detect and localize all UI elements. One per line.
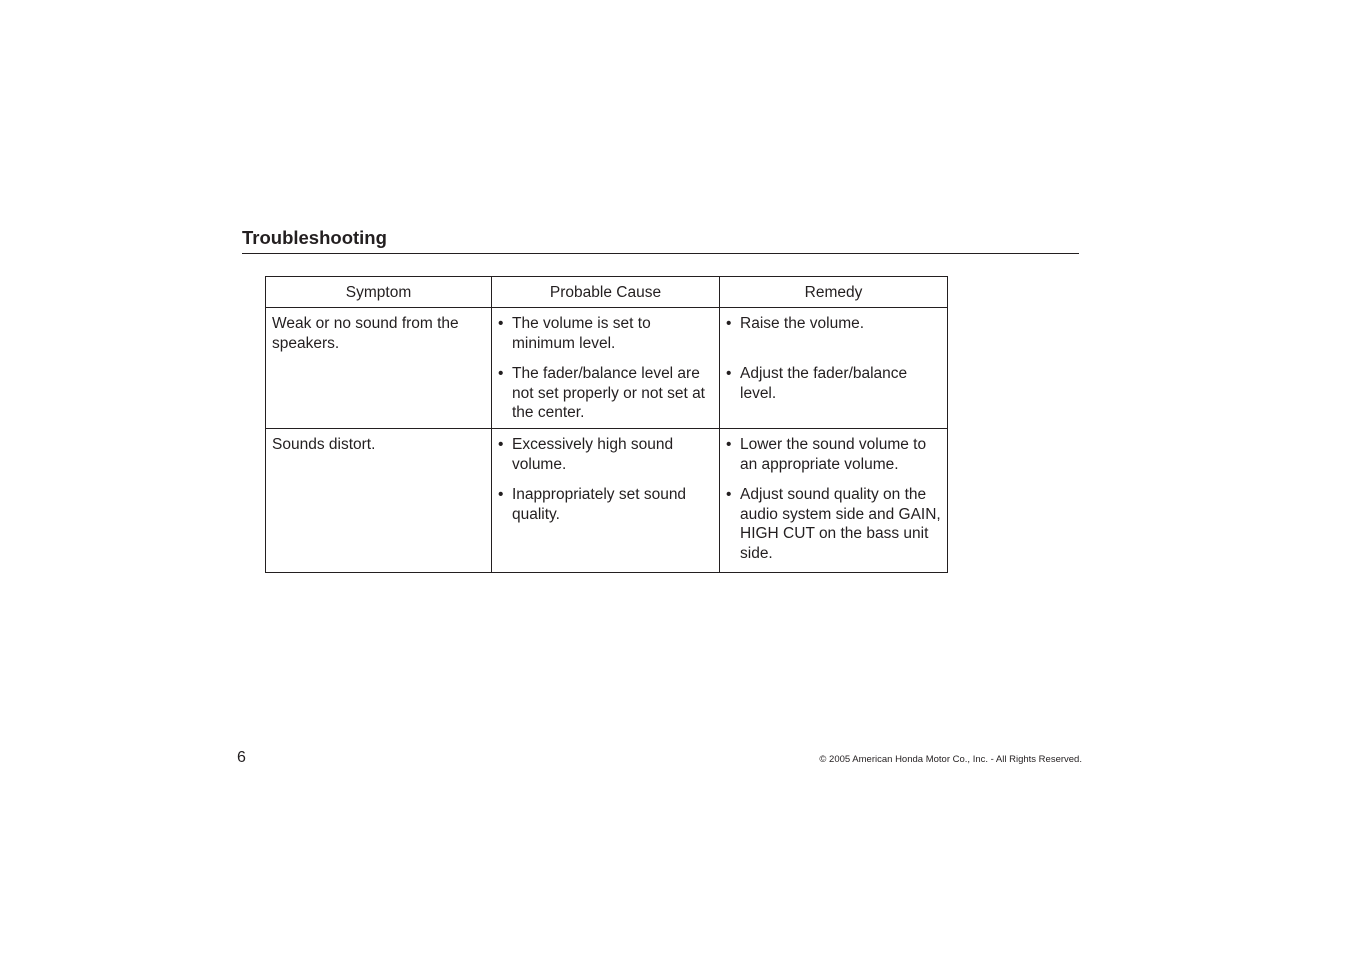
section-title: Troubleshooting [242,227,1079,254]
remedy-item [720,485,947,563]
symptom-text: Weak or no sound from the speakers. [272,315,459,352]
bullet-marker: • [498,365,504,382]
table-header-row [266,277,948,308]
header-remedy: Remedy [720,277,948,308]
cause-cell [492,429,720,573]
header-probable-cause: Probable Cause [492,277,720,308]
symptom-cell [266,429,492,573]
table-row [266,429,948,573]
copyright-notice: © 2005 American Honda Motor Co., Inc. - All Rights Reserved. [819,754,1082,765]
troubleshooting-table [265,276,948,573]
cause-text: The volume is set to minimum level. [512,315,651,352]
cause-item [492,364,719,423]
remedy-item [720,435,947,485]
header-symptom: Symptom [266,277,492,308]
bullet-marker: • [498,315,504,332]
remedy-text: Adjust sound quality on the audio system side and GAIN, HIGH CUT on the bass unit side. [740,486,941,562]
cause-text: Inappropriately set sound quality. [512,486,687,523]
bullet-marker: • [726,365,732,382]
cause-text: Excessively high sound volume. [512,436,674,473]
remedy-text: Adjust the fader/balance level. [740,365,908,402]
cause-text: The fader/balance level are not set properly or not set at the center. [512,365,705,421]
cause-cell [492,308,720,429]
bullet-marker: • [726,315,732,332]
remedy-cell [720,429,948,573]
remedy-cell [720,308,948,429]
cause-item [492,314,719,364]
remedy-item [720,364,947,403]
cause-item [492,435,719,485]
bullet-marker: • [498,486,504,503]
remedy-text: Lower the sound volume to an appropriate volume. [740,436,927,473]
page-number: 6 [237,749,246,766]
symptom-cell [266,308,492,429]
table-row [266,308,948,429]
cause-item [492,485,719,524]
bullet-marker: • [498,436,504,453]
bullet-marker: • [726,486,732,503]
bullet-marker: • [726,436,732,453]
remedy-item [720,314,947,364]
symptom-text: Sounds distort. [272,436,376,453]
remedy-text: Raise the volume. [740,315,865,332]
